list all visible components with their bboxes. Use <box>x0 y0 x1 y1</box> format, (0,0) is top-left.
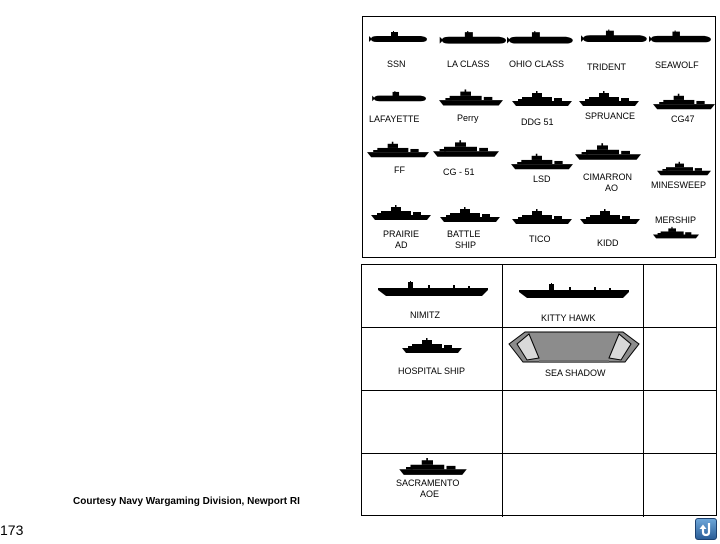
kitty-hawk-carrier-icon <box>519 283 629 299</box>
battleship-icon <box>437 207 503 223</box>
sacramento-aoe-icon <box>380 458 486 476</box>
seawolf-submarine-icon <box>649 29 713 47</box>
ship-label-minesweep: MINESWEEP <box>651 180 707 190</box>
ship-label-nimitz: NIMITZ <box>410 310 440 320</box>
ship-label-sea-shadow: SEA SHADOW <box>545 368 606 378</box>
ddg51-destroyer-icon <box>511 91 573 107</box>
ship-label-ship: SHIP <box>455 240 477 250</box>
ship-silhouette-chart-lower <box>361 264 717 516</box>
ship-label-trident: TRIDENT <box>587 62 626 72</box>
hospital-ship-icon <box>376 338 488 354</box>
cell-sea-shadow <box>503 328 644 391</box>
ship-label-ssn: SSN <box>387 59 406 69</box>
ship-label-spruance: SPRUANCE <box>585 111 636 121</box>
ship-label-sacramento: SACRAMENTO <box>396 478 460 488</box>
cell-hospital-ship <box>362 328 503 391</box>
spruance-destroyer-icon <box>579 91 639 107</box>
ship-label-mership: MERSHIP <box>655 215 697 225</box>
ship-label-seawolf: SEAWOLF <box>655 60 699 70</box>
lsd-landing-ship-icon <box>511 153 573 171</box>
ohio-class-submarine-icon <box>507 31 575 47</box>
cell-empty-6 <box>503 454 644 517</box>
ship-label-ff: FF <box>394 165 405 175</box>
ff-frigate-icon <box>367 141 429 159</box>
perry-frigate-icon <box>439 89 503 107</box>
ship-label-cimarron: CIMARRON <box>583 172 632 182</box>
ship-label-ad: AD <box>395 240 408 250</box>
la-class-submarine-icon <box>439 31 509 47</box>
ship-label-cg47: CG47 <box>671 114 695 124</box>
minesweeper-icon <box>657 159 711 179</box>
cell-empty-5 <box>644 391 717 454</box>
ship-label-prairie: PRAIRIE <box>383 229 420 239</box>
ship-label-aoe: AOE <box>420 489 440 499</box>
kidd-destroyer-icon <box>577 209 643 225</box>
cell-kitty-hawk <box>503 265 644 328</box>
ship-label-ao: AO <box>605 183 619 193</box>
page-number: 173 <box>0 522 24 538</box>
ship-label-lsd: LSD <box>533 174 551 184</box>
ship-label-battle: BATTLE <box>447 229 481 239</box>
cimarron-oiler-icon <box>575 143 641 161</box>
cell-nimitz <box>362 265 503 328</box>
prairie-tender-icon <box>369 205 433 221</box>
ship-label-ddg51: DDG 51 <box>521 117 554 127</box>
return-arrow-icon <box>696 519 716 539</box>
ship-label-kidd: KIDD <box>597 238 619 248</box>
cg47-cruiser-icon <box>653 93 715 111</box>
ship-label-hospital-ship: HOSPITAL SHIP <box>398 366 466 376</box>
lafayette-submarine-icon <box>369 91 431 104</box>
cell-empty-4 <box>503 391 644 454</box>
cg51-cruiser-icon <box>433 135 499 163</box>
ship-label-ohio-class: OHIO CLASS <box>509 59 565 69</box>
cell-empty-2 <box>644 328 717 391</box>
ship-label-tico: TICO <box>529 234 551 244</box>
cell-empty-3 <box>362 391 503 454</box>
ship-label-lafayette: LAFAYETTE <box>369 114 420 124</box>
ship-label-la-class: LA CLASS <box>447 59 490 69</box>
cell-sacramento <box>362 454 503 517</box>
tico-cruiser-icon <box>511 209 573 225</box>
cell-empty-7 <box>644 454 717 517</box>
credit-caption: Courtesy Navy Wargaming Division, Newport RI <box>73 496 300 507</box>
return-button[interactable] <box>695 518 717 540</box>
merchant-ship-icon <box>653 225 699 241</box>
sea-shadow-icon <box>507 330 641 366</box>
ship-label-kitty-hawk: KITTY HAWK <box>541 313 596 323</box>
ship-label-perry: Perry <box>457 113 479 123</box>
cell-empty-1 <box>644 265 717 328</box>
trident-submarine-icon <box>581 29 649 46</box>
ssn-submarine-icon <box>369 31 429 45</box>
ship-label-cg51: CG - 51 <box>443 167 475 177</box>
ship-silhouette-chart-upper <box>362 16 716 258</box>
nimitz-carrier-icon <box>378 281 488 297</box>
